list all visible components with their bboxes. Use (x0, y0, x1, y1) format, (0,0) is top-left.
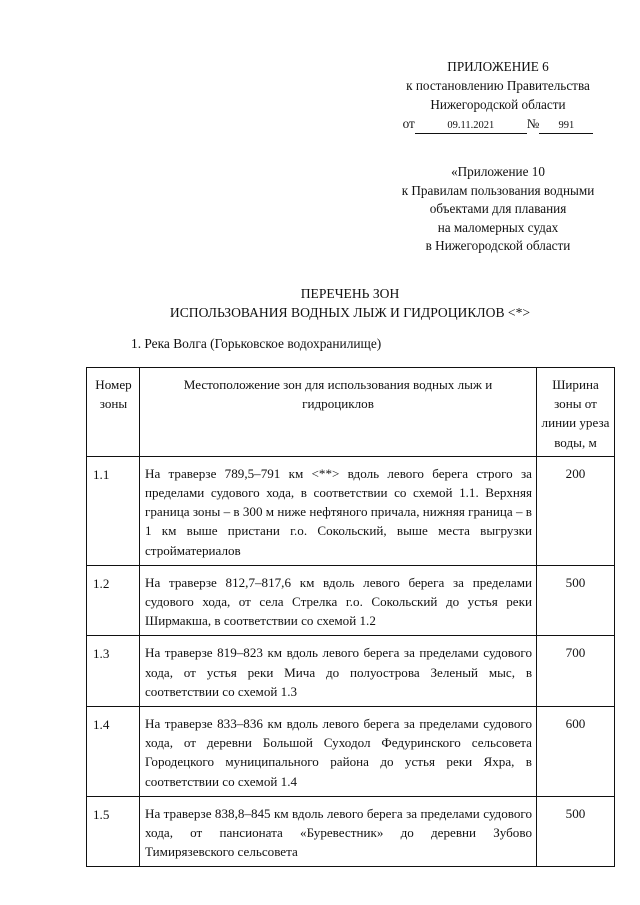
resolution-reference: к постановлению Правительства (406, 78, 590, 93)
rules-appendix-line-5: в Нижегородской области (425, 238, 571, 254)
column-header-width: Ширина зоны от линии уреза воды, м (537, 368, 615, 457)
section-heading: 1. Река Волга (Горьковское водохранилище) (131, 336, 382, 351)
number-value: 991 (539, 119, 593, 134)
date-number-line (360, 114, 636, 134)
number-label: № (526, 116, 540, 131)
appendix-number: ПРИЛОЖЕНИЕ 6 (447, 59, 549, 74)
date-prefix: от (402, 116, 415, 131)
zone-number: 1.4 (87, 707, 140, 797)
zone-number: 1.1 (87, 456, 140, 565)
column-header-location: Местоположение зон для использования водных лыж и гидроциклов (140, 368, 537, 457)
table-row (87, 456, 615, 565)
title-line-2: ИСПОЛЬЗОВАНИЯ ВОДНЫХ ЛЫЖ И ГИДРОЦИКЛОВ <*> (169, 305, 531, 320)
zone-width: 200 (537, 456, 615, 565)
zones-table (86, 367, 615, 867)
rules-appendix-line-1: «Приложение 10 (451, 164, 545, 179)
zone-width: 500 (537, 796, 615, 867)
table-header-row (87, 368, 615, 457)
zone-width: 600 (537, 707, 615, 797)
table-row (87, 636, 615, 707)
rules-appendix-line-2: к Правилам пользования водными (401, 182, 595, 198)
zone-location: На траверзе 819–823 км вдоль левого берега за пределами судового хода, от устья реки Мича до полуострова Зеленый мыс, в соответствии со схемой 1.3 (140, 636, 537, 707)
resolution-header (360, 57, 636, 134)
zone-width: 500 (537, 565, 615, 636)
document-title (60, 284, 640, 322)
zone-number: 1.5 (87, 796, 140, 867)
zone-number: 1.3 (87, 636, 140, 707)
zone-location: На траверзе 812,7–817,6 км вдоль левого берега за пределами судового хода, от села Стрелка г.о. Сокольский до устья реки Ширмакша, в соответствии со схемой 1.2 (140, 565, 537, 636)
zone-location: На траверзе 838,8–845 км вдоль левого берега за пределами судового хода, от пансионата «Буревестник» до деревни Зубово Тимирязевского сельсовета (140, 796, 537, 867)
zone-number: 1.2 (87, 565, 140, 636)
table-row (87, 565, 615, 636)
zone-location: На траверзе 833–836 км вдоль левого берега за пределами судового хода, от деревни Большой Суходол Федуринского сельсовета Городецкого муниципального района до устья реки Яхра, в соответствии со схемой 1.4 (140, 707, 537, 797)
zone-width: 700 (537, 636, 615, 707)
rules-appendix-header (360, 163, 636, 256)
column-header-number: Номер зоны (87, 368, 140, 457)
zone-location: На траверзе 789,5–791 км <**> вдоль левого берега строго за пределами судового хода, в соответствии со схемой 1.1. Верхняя граница зоны – в 300 м ниже нефтяного причала, нижняя граница – в 1 км выше пристани г.о. Сокольский, выше места выгрузки стройматериалов (140, 456, 537, 565)
title-line-1: ПЕРЕЧЕНЬ ЗОН (300, 286, 400, 301)
table-row (87, 796, 615, 867)
date-value: 09.11.2021 (415, 119, 527, 134)
region-name: Нижегородской области (430, 97, 566, 112)
table-row (87, 707, 615, 797)
rules-appendix-line-4: на маломерных судах (437, 219, 559, 235)
rules-appendix-line-3: объектами для плавания (429, 201, 567, 217)
